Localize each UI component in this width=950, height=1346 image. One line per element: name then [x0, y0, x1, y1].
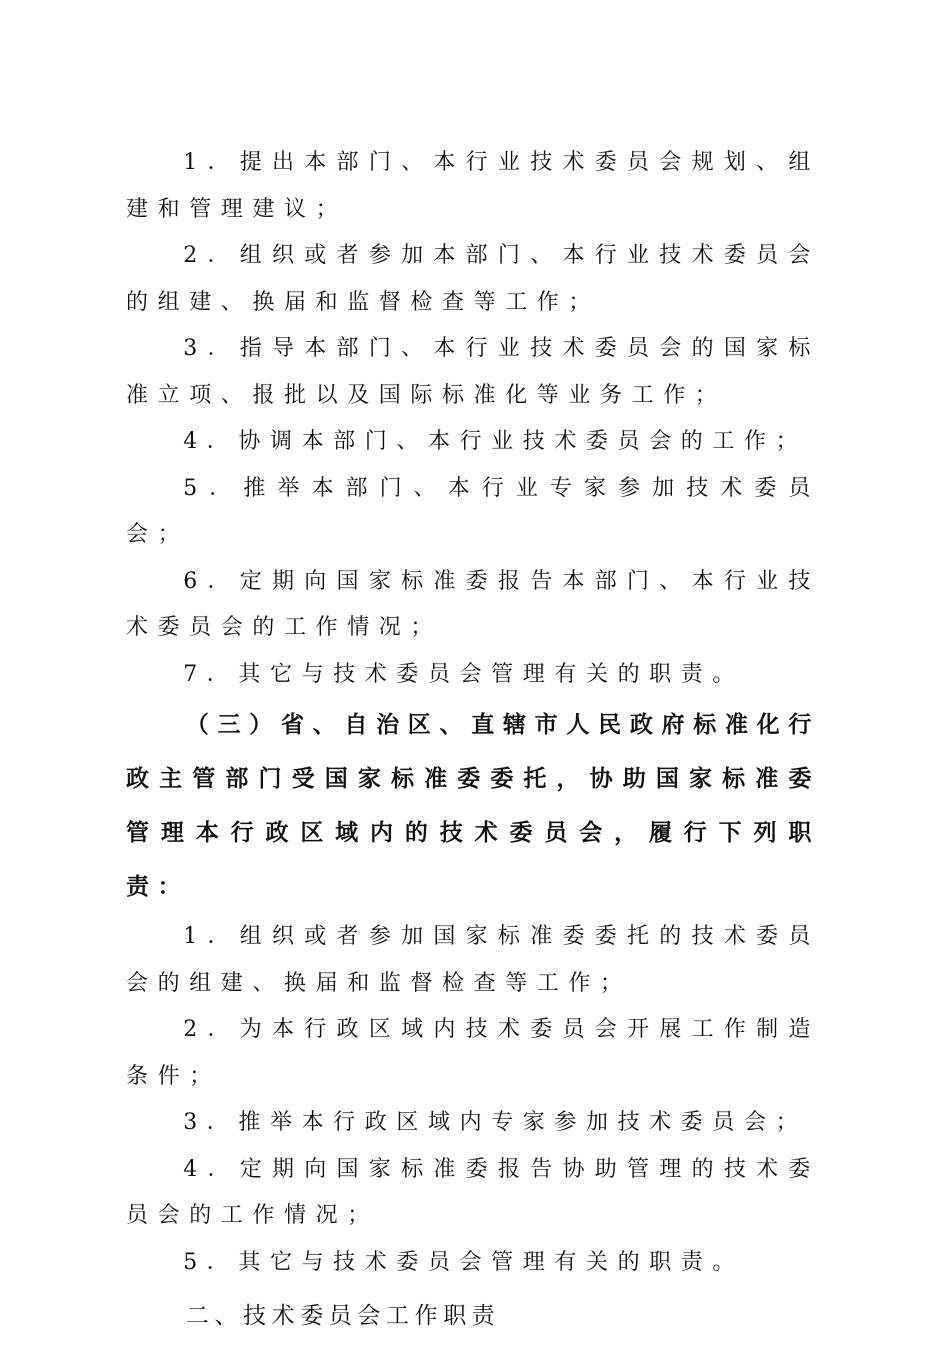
provincial-duty-1: 1．组织或者参加国家标准委委托的技术委员会的组建、换届和监督检查等工作； — [126, 924, 820, 996]
section-heading-provincial: （三）省、自治区、直辖市人民政府标准化行政主管部门受国家标准委委托，协助国家标准委管理本行政区域内的技术委员会，履行下列职责： — [126, 712, 820, 900]
document-body — [126, 140, 820, 1346]
paragraph-item-1: 1．提出本部门、本行业技术委员会规划、组建和管理建议； — [126, 150, 820, 222]
provincial-duty-4: 4．定期向国家标准委报告协助管理的技术委员会的工作情况； — [126, 1156, 820, 1228]
paragraph-item-2: 2．组织或者参加本部门、本行业技术委员会的组建、换届和监督检查等工作； — [126, 243, 820, 315]
paragraph-item-6: 6．定期向国家标准委报告本部门、本行业技术委员会的工作情况； — [126, 568, 820, 640]
paragraph-item-3: 3．指导本部门、本行业技术委员会的国家标准立项、报批以及国际标准化等业务工作； — [126, 336, 820, 408]
paragraph-item-4: 4．协调本部门、本行业技术委员会的工作； — [183, 429, 808, 454]
section-heading-committee-duties: 二、技术委员会工作职责 — [185, 1303, 501, 1329]
provincial-duty-2: 2．为本行政区域内技术委员会开展工作制造条件； — [126, 1017, 820, 1089]
paragraph-item-5: 5．推举本部门、本行业专家参加技术委员会； — [126, 475, 820, 547]
provincial-duty-3: 3．推举本行政区域内专家参加技术委员会； — [183, 1110, 808, 1135]
provincial-duty-5: 5．其它与技术委员会管理有关的职责。 — [183, 1249, 744, 1275]
paragraph-item-7: 7．其它与技术委员会管理有关的职责。 — [183, 661, 744, 687]
